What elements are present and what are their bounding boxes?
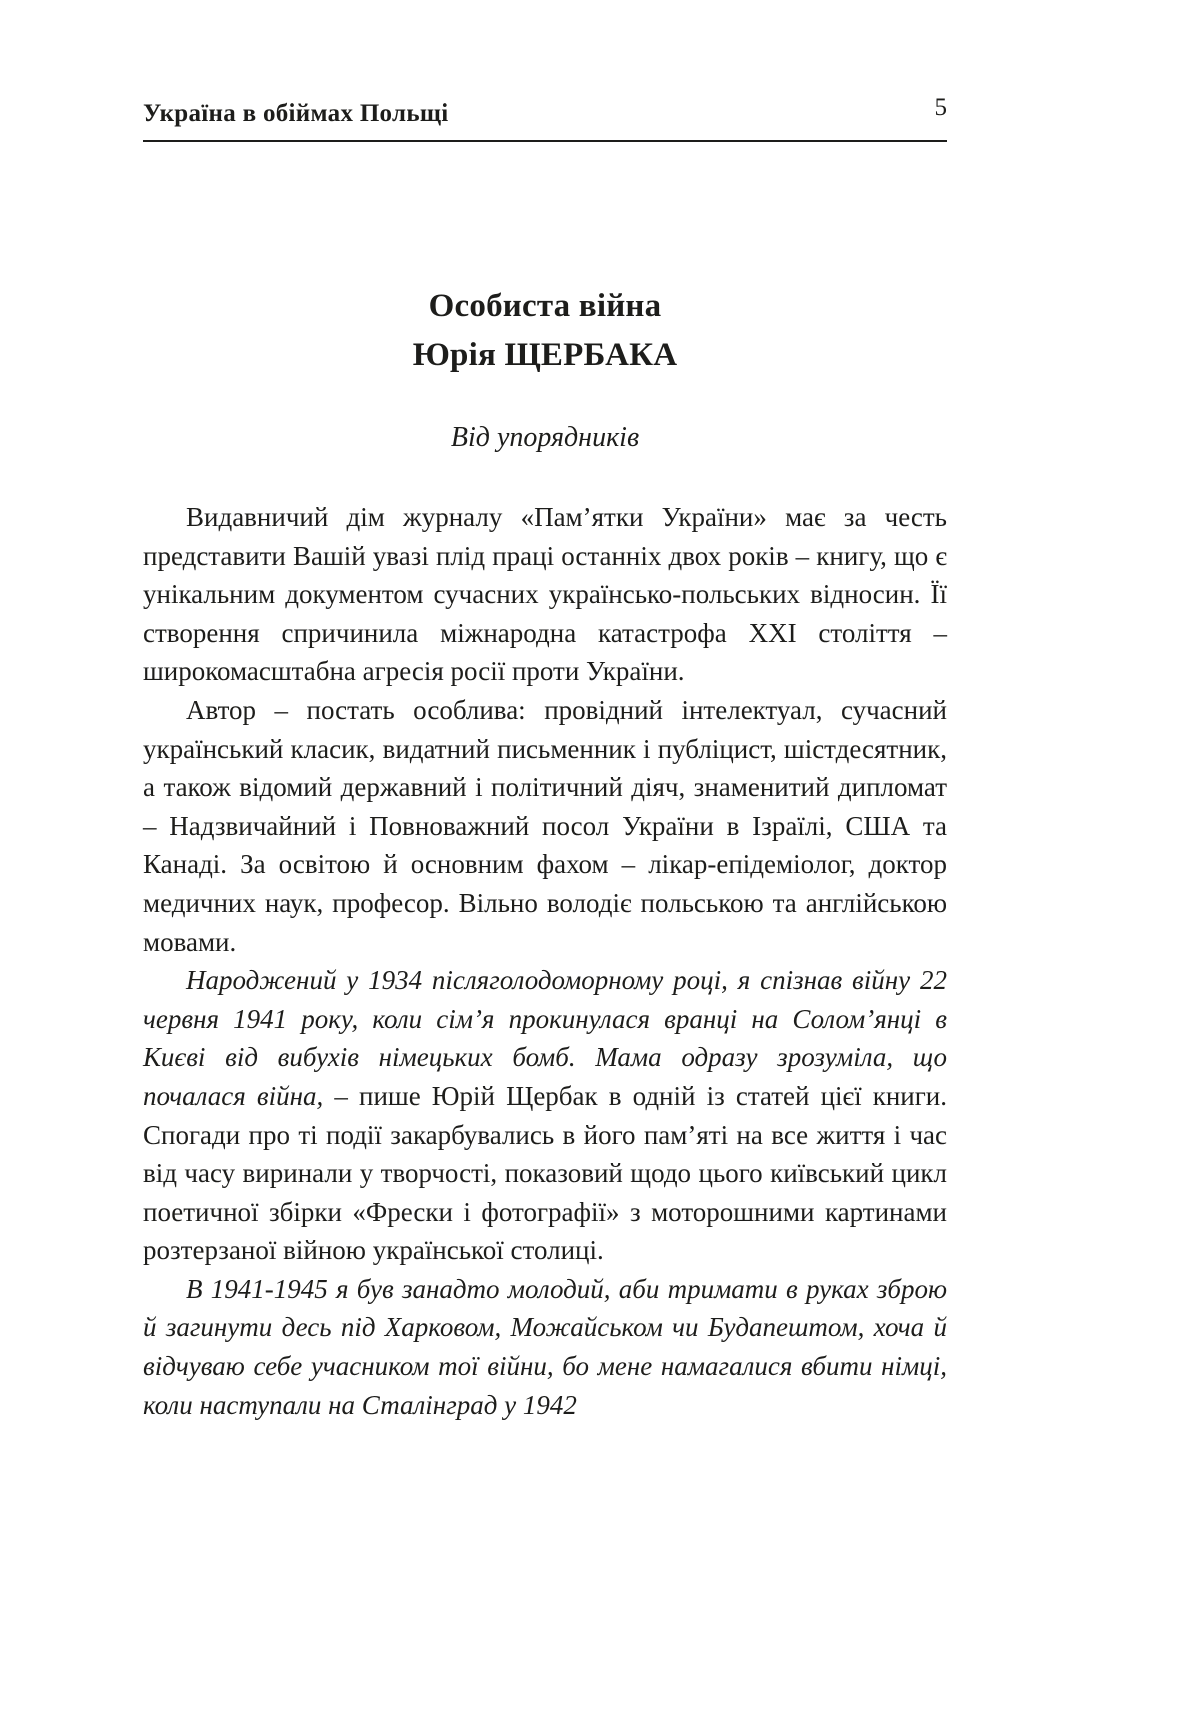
text-segment: – пише Юрій Щербак в одній із статей цієї книги. Спогади про ті події закарбувались в його пам’яті на все життя і час від часу виринали у творчості, показовий щодо цього київський цикл поетичної збірки «Фрески і фотографії» з моторошними картинами розтерзаної війною української столиці. xyxy=(143,1080,948,1266)
paragraph xyxy=(143,1270,947,1424)
italic-text-segment: В 1941-1945 я був занадто молодий, аби тримати в руках зброю й загинути десь під Харковом, Можайськом чи Будапештом, хоча й відчуваю себе учасником тої війни, бо мене намагалися вбити німці, коли наступали на Сталінград у 1942 xyxy=(143,1273,947,1420)
paragraph xyxy=(143,961,947,1270)
article-subtitle: Від упорядників xyxy=(450,422,640,453)
running-header-title: Україна в обіймах Польщі xyxy=(143,100,449,127)
running-header xyxy=(143,94,947,128)
italic-text-segment: Народжений у 1934 післяголодоморному році, я спізнав війну 22 червня 1941 року, коли сім’я прокинулася вранці на Солом’янці в Києві від вибухів німецьких бомб. Мама одразу зрозуміла, що почалася війна, xyxy=(143,965,947,1111)
article-title-line2: Юрія ЩЕРБАКА xyxy=(412,337,678,373)
text-segment: Видавничий дім журналу «Пам’ятки України» має за честь представити Вашій увазі плід праці останніх двох років – книгу, що є унікальним документом сучасних українсько-польських відносин. Її створення спричинила міжнародна катастрофа XXI століття – широкомасштабна агресія росії проти України. xyxy=(143,502,947,687)
article-title xyxy=(143,282,947,380)
text-segment: Автор – постать особлива: провідний інтелектуал, сучасний український класик, видатний письменник і публіцист, шістдесятник, а також відомий державний і політичний діяч, знаменитий дипломат – Надзвичайний і Повноважний посол України в Ізраїлі, США та Канаді. За освітою й основним фахом – лікар-епідеміолог, доктор медичних наук, професор. Вільно володіє польською та англійською мовами. xyxy=(143,694,947,957)
header-rule xyxy=(143,140,947,142)
body-paragraphs xyxy=(143,498,947,1424)
page-number: 5 xyxy=(934,94,947,121)
paragraph xyxy=(143,691,947,961)
paragraph xyxy=(143,498,947,691)
article-title-line1: Особиста війна xyxy=(428,288,662,324)
